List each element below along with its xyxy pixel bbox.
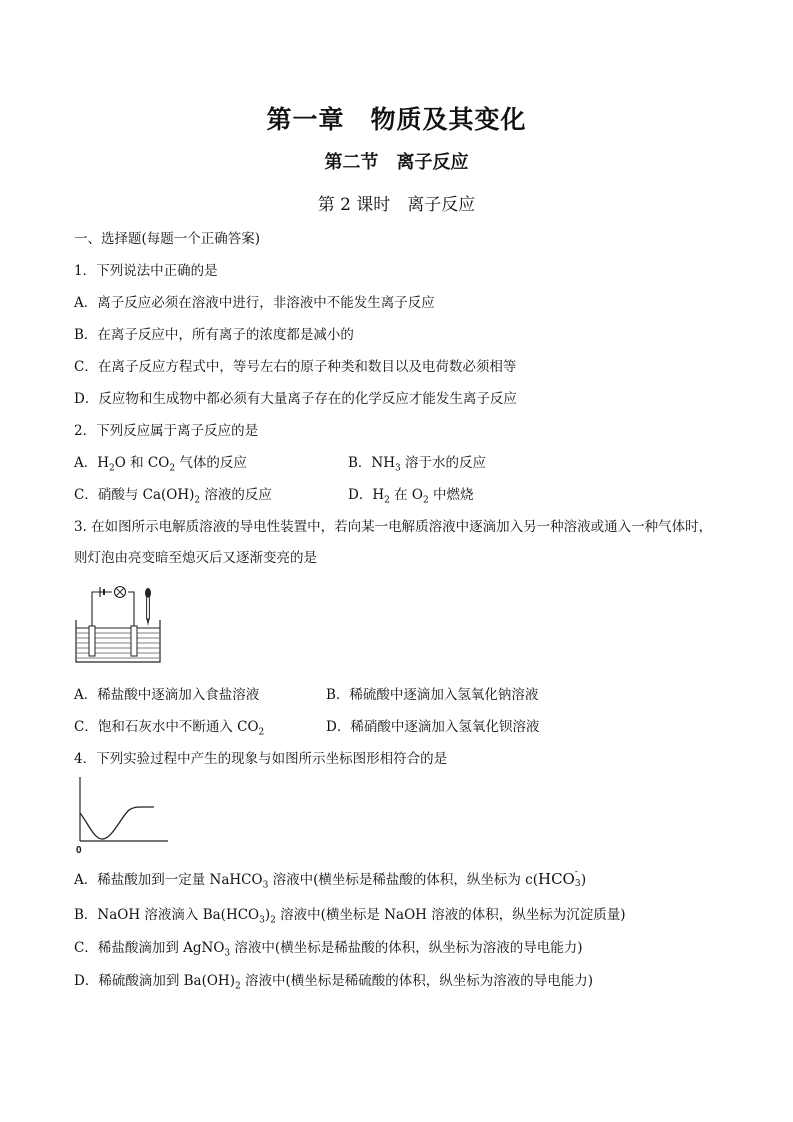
q2-option-b: B．$NH_3$ 溶于水的反应 — [348, 455, 487, 474]
chapter-title: 第一章 物质及其变化 — [266, 105, 527, 134]
q1-stem: 1．下列说法中正确的是 — [74, 263, 218, 279]
graph-curve — [80, 807, 154, 839]
q4-option-c: C．稀盐酸滴加到 AgNO$_3$ 溶液中(横坐标是稀盐酸的体积，纵坐标为溶液的导电能力) — [74, 940, 583, 959]
electrode-left — [89, 626, 95, 656]
lesson-title: 第 2 课时 离子反应 — [317, 195, 476, 215]
q3-option-b: B．稀硫酸中逐滴加入氢氧化钠溶液 — [326, 687, 539, 703]
q2-stem: 2．下列反应属于离子反应的是 — [74, 423, 259, 439]
circuit-wire-right — [128, 592, 134, 630]
dropper-tube — [147, 597, 150, 619]
q4-option-b: B．NaOH 溶液滴入 $Ba(HCO_3)_2$ 溶液中(横坐标是 NaOH 溶液的体积，纵坐标为沉淀质量) — [74, 907, 626, 926]
q4-option-d: D．稀硫酸滴加到 $Ba(OH)_2$ 溶液中(横坐标是稀硫酸的体积，纵坐标为溶液的导电能力) — [74, 973, 594, 992]
origin-label: 0 — [76, 845, 82, 856]
part-heading: 一、选择题(每题一个正确答案) — [74, 231, 261, 247]
q3-stem-line2: 则灯泡由亮变暗至熄灭后又逐渐变亮的是 — [74, 550, 317, 566]
q4-option-a: A．稀盐酸加到一定量 NaHCO$_3$ 溶液中(横坐标是稀盐酸的体积，纵坐标为 c(HCO - 3 ) — [74, 867, 587, 891]
q3-stem-line1: 3. 在如图所示电解质溶液的导电性装置中，若向某一电解质溶液中逐滴加入另一种溶液或通入一种气体时， — [74, 519, 713, 535]
q1-option-d: D．反应物和生成物中都必须有大量离子存在的化学反应才能发生离子反应 — [74, 391, 517, 407]
q1-option-c: C．在离子反应方程式中，等号左右的原子种类和数目以及电荷数必须相等 — [74, 359, 517, 375]
section-title: 第二节 离子反应 — [324, 152, 469, 173]
coordinate-graph-figure — [72, 775, 172, 857]
q3-option-c: C．饱和石灰水中不断通入 $CO_2$ — [74, 719, 265, 738]
q1-option-b: B．在离子反应中，所有离子的浓度都是减小的 — [74, 327, 354, 343]
q2-option-a: A．$H_2O$ 和 $CO_2$ 气体的反应 — [74, 455, 247, 474]
q2-option-d: D．$H_2$ 在 $O_2$ 中燃烧 — [348, 487, 474, 506]
q1-option-a: A．离子反应必须在溶液中进行，非溶液中不能发生离子反应 — [74, 295, 435, 311]
circuit-wire-left — [92, 592, 112, 630]
q3-option-a: A．稀盐酸中逐滴加入食盐溶液 — [74, 687, 260, 703]
q2-option-c: C．硝酸与 $Ca(OH)_2$ 溶液的反应 — [74, 487, 272, 506]
electrode-right — [131, 626, 137, 656]
q4-stem: 4．下列实验过程中产生的现象与如图所示坐标图形相符合的是 — [74, 751, 448, 767]
conductivity-apparatus-figure — [72, 580, 164, 666]
q3-option-d: D．稀硝酸中逐滴加入氢氧化钡溶液 — [326, 719, 540, 735]
